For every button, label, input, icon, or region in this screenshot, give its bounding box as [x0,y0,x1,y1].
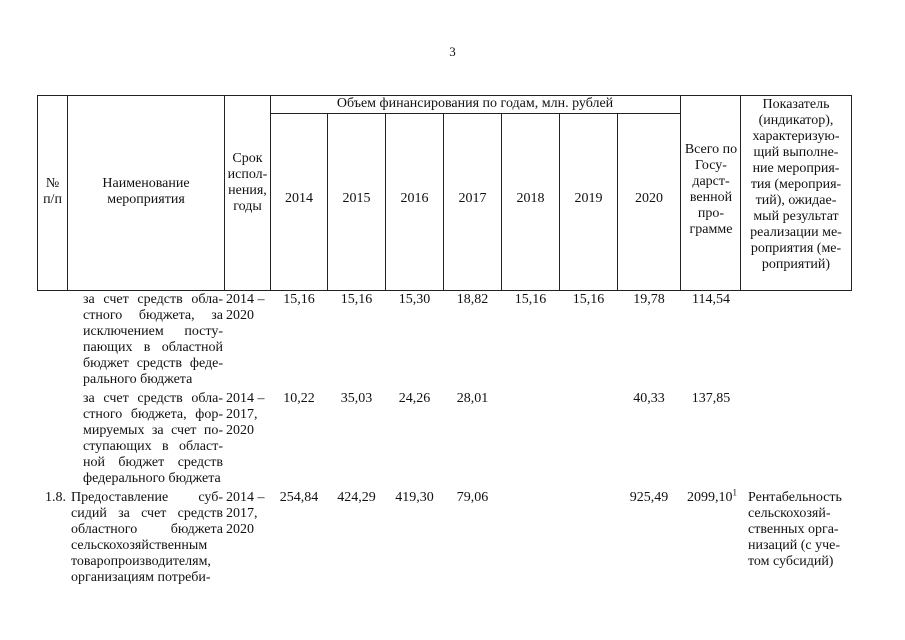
row3-val-2020: 925,49 [629,490,669,505]
row3-total-value: 2099,10 [687,490,733,505]
col-border-total [680,95,681,291]
row1-val-2018: 15,16 [514,292,547,307]
row1-total-value: 114,54 [692,292,730,307]
row2-total [681,391,741,407]
header-indicator: Показатель (индикатор), характеризую- щий выполне- ние мероприя- тия (мероприя- тий), ожидае- мый результат реализации ме- роприятия (ме- роприятий) [750,97,842,272]
years-header-divider [270,113,680,114]
row1-val-2014: 15,16 [283,292,315,307]
row3-val-2016: 419,30 [395,490,434,505]
col-border-right [851,95,852,291]
header-year-2017: 2017 [458,191,487,206]
row2-name: за счет средств обла- стного бюджета, фор- мируемых за счет по- ступающих в област- ной бюджет средств федерального бюджета [83,391,223,486]
col-border-2 [224,95,225,291]
row2-val-2017: 28,01 [456,391,489,406]
row3-no: 1.8. [45,490,66,505]
header-year-2018: 2018 [516,191,545,206]
page-number: 3 [449,44,456,59]
header-year-2020: 2020 [635,191,663,206]
row3-name: Предоставление суб- сидий за счет средств областного бюджета сельскохозяйственным товаропроизводителям, организациям потреби- [71,490,223,585]
row3-term: 2014 – 2017, 2020 [226,490,265,537]
col-border-left [37,95,38,291]
header-bottom-border [37,290,852,291]
header-no: № п/п [43,176,62,207]
row1-total [681,292,741,308]
row3-val-2014: 254,84 [279,490,319,505]
header-name: Наименование мероприятия [102,176,190,207]
header-year-2015: 2015 [342,191,371,206]
row1-name: за счет средств обла- стного бюджета, за исключением посту- пающих в областной бюджет средств феде- рального бюджета [83,292,223,387]
row1-val-2019: 15,16 [572,292,605,307]
col-border-indicator [740,95,741,291]
row1-val-2016: 15,30 [398,292,431,307]
header-year-2016: 2016 [400,191,429,206]
header-total: Всего по Госу- дарст- венной про- грамме [684,142,738,237]
row3-indicator: Рентабельность сельскохозяй- ственных орга- низаций (с уче- том субсидий) [748,490,842,569]
row3-total-footnote: 1 [732,487,737,498]
row2-val-2016: 24,26 [398,391,431,406]
row3-total [681,487,743,506]
row2-val-2015: 35,03 [340,391,373,406]
row2-total-value: 137,85 [691,391,731,406]
header-financing-title: Объем финансирования по годам, млн. рублей [336,96,614,111]
col-border-1 [67,95,68,291]
row3-val-2015: 424,29 [337,490,376,505]
row2-term: 2014 – 2017, 2020 [226,391,265,438]
header-year-2014: 2014 [285,191,313,206]
row1-val-2020: 19,78 [633,292,665,307]
row2-val-2014: 10,22 [283,391,315,406]
row1-term: 2014 – 2020 [226,292,265,323]
header-term: Срок испол- нения, годы [227,151,268,214]
row1-val-2015: 15,16 [340,292,373,307]
row2-val-2020: 40,33 [633,391,665,406]
row3-val-2017: 79,06 [456,490,489,505]
header-year-2019: 2019 [574,191,603,206]
row1-val-2017: 18,82 [456,292,489,307]
